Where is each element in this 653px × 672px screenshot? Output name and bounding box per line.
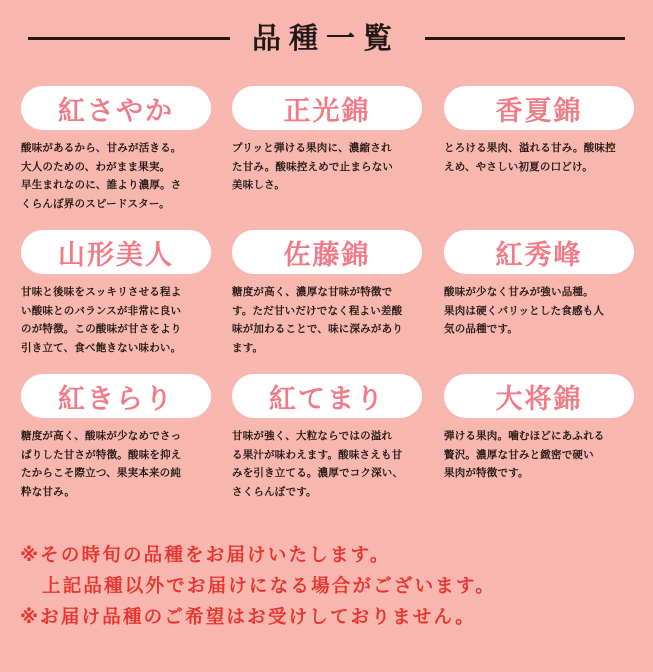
variety-description: 弾ける果肉。噛むほどにあふれる 贅沢。濃厚な甘みと緻密で硬い 果肉が特徴です。 [444, 430, 605, 479]
variety-card-koka-nishiki [444, 86, 644, 176]
variety-description: 酸味があるから、甘みが活きる。 大人のための、わがまま果実。 早生まれなのに、誰より濃厚。さ くらんぼ界のスピードスター。 [21, 142, 182, 210]
variety-name-badge: 紅秀峰 [444, 230, 634, 274]
variety-description: 糖度が高く、酸味が少なめでさっ ぱりした甘さが特徴。酸味を抑え たからこそ際立つ、果実本来の純 粋な甘み。 [21, 430, 182, 498]
note-seasonal-variety: ※その時旬の品種をお届けいたします。 [20, 545, 391, 566]
variety-card-beni-kirari [21, 374, 221, 501]
variety-description: 甘味が強く、大粒ならではの溢れ る果汁が味わえます。酸味さえも甘 みを引き立てる。濃厚でコク深い、 さくらんぼです。 [232, 430, 404, 498]
variety-name-badge: 正光錦 [232, 86, 422, 130]
note-other-varieties: 上記品種以外でお届けになる場合がございます。 [42, 576, 496, 597]
note-no-variety-requests: ※お届け品種のご希望はお受けしておりません。 [20, 607, 476, 628]
variety-card-yamagata-bijin [21, 230, 221, 357]
variety-description: 甘味と後味をスッキリさせる程よ い酸味とのバランスが非常に良い のが特徴。この酸味が甘さをより 引き立て、食べ飽きない味わい。 [21, 286, 182, 354]
variety-name-badge: 山形美人 [21, 230, 211, 274]
variety-card-beni-temari [232, 374, 432, 501]
variety-card-taisho-nishiki [444, 374, 644, 483]
variety-card-sato-nishiki [232, 230, 432, 357]
variety-description: とろける果肉、溢れる甘み。酸味控 えめ、やさしい初夏の口どけ。 [444, 142, 616, 173]
variety-name-badge: 紅きらり [21, 374, 211, 418]
variety-card-beni-shuho [444, 230, 644, 339]
page-title: 品種一覧 [251, 21, 400, 55]
variety-name-badge: 紅さやか [21, 86, 211, 130]
delivery-notes [20, 540, 650, 633]
variety-description: 酸味が少なく甘みが強い品種。 果肉は硬くパリッとした食感も人 気の品種です。 [444, 286, 605, 335]
variety-description: 糖度が高く、濃厚な甘味が特徴で す。ただ甘いだけでなく程よい差酸 味が加わることで、味に深みがあり ます。 [232, 286, 403, 354]
variety-name-badge: 大将錦 [444, 374, 634, 418]
variety-card-shoko-nishiki [232, 86, 432, 195]
variety-description: プリッと弾ける果肉に、濃縮され た甘み。酸味控えめで止まらない 美味しさ。 [232, 142, 394, 191]
variety-name-badge: 佐藤錦 [232, 230, 422, 274]
section-header [0, 14, 653, 58]
variety-name-badge: 紅てまり [232, 374, 422, 418]
title-divider-left [28, 37, 230, 40]
title-divider-right [425, 37, 625, 40]
variety-name-badge: 香夏錦 [444, 86, 634, 130]
variety-card-beni-sayaka [21, 86, 221, 213]
